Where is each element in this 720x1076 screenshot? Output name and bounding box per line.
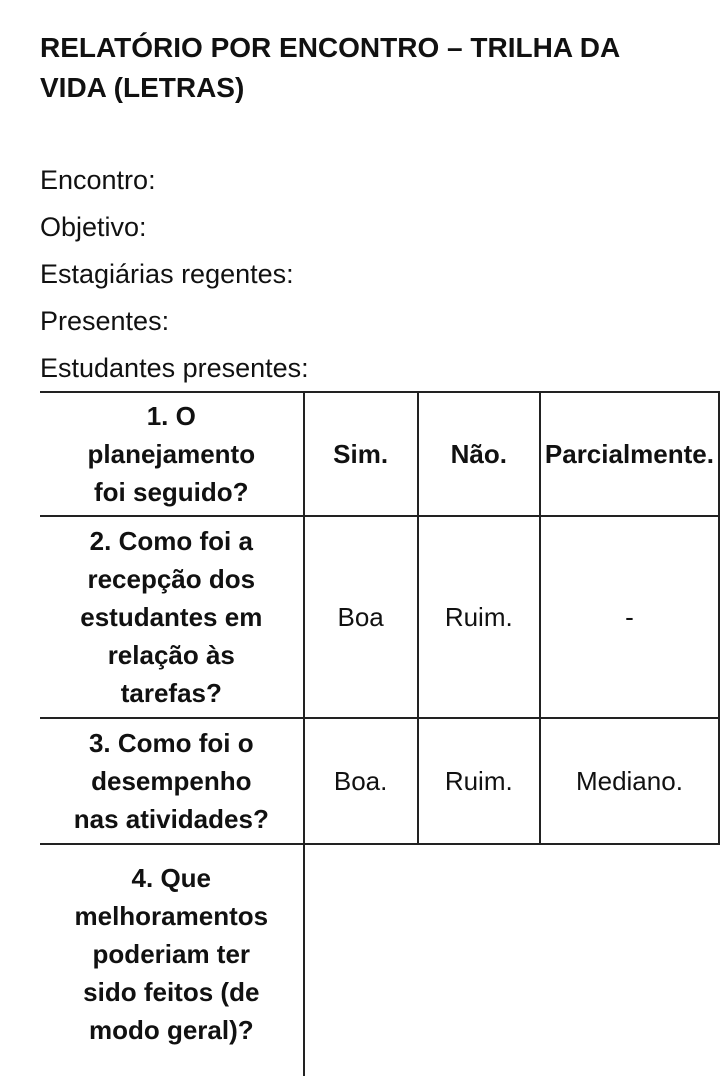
answer-cell-empty [304,844,719,1076]
option-mediano: Mediano. [540,718,719,844]
question-cell: 1. O planejamento foi seguido? [40,392,304,516]
report-table [40,391,720,1076]
field-estudantes-presentes: Estudantes presentes: [40,353,309,383]
question-cell: 2. Como foi a recepção dos estudantes em relação às tarefas? [40,516,304,718]
document-title: RELATÓRIO POR ENCONTRO – TRILHA DA VIDA (LETRAS) [40,32,621,103]
question-cell: 4. Que melhoramentos poderiam ter sido feitos (de modo geral)? [40,844,304,1076]
option-dash: - [540,516,719,718]
table-row [40,844,719,1076]
table-row [40,392,719,516]
report-fields [40,162,309,397]
option-nao: Não. [418,392,540,516]
option-boa: Boa. [304,718,418,844]
option-boa: Boa [304,516,418,718]
option-parcialmente: Parcialmente. [540,392,719,516]
question-cell: 3. Como foi o desempenho nas atividades? [40,718,304,844]
option-ruim: Ruim. [418,516,540,718]
field-presentes: Presentes: [40,306,170,336]
table-row [40,718,719,844]
field-estagiarias-regentes: Estagiárias regentes: [40,259,294,289]
option-sim: Sim. [304,392,418,516]
field-objetivo: Objetivo: [40,212,147,242]
field-encontro: Encontro: [40,165,156,195]
option-ruim: Ruim. [418,718,540,844]
table-row [40,516,719,718]
report-table-container [0,391,720,1076]
